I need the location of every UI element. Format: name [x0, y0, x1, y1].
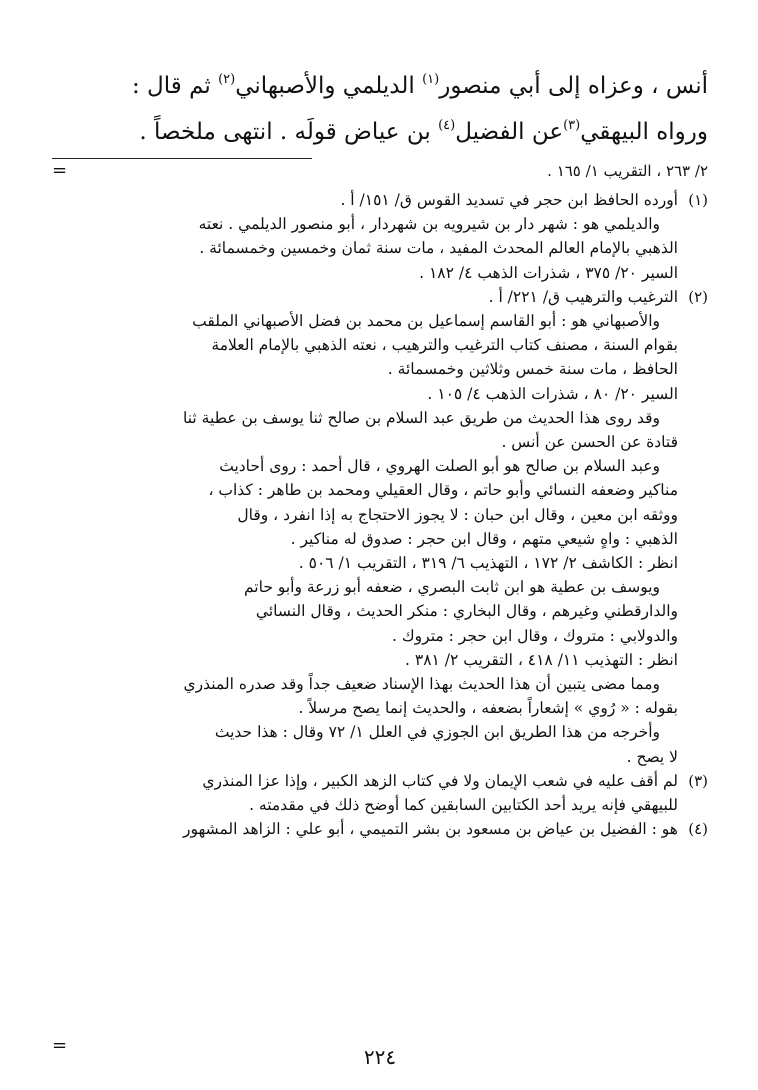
footnote-line: السير ٢٠/ ٨٠ ، شذرات الذهب ٤/ ١٠٥ .: [427, 384, 678, 403]
footnote-paragraph: [52, 672, 678, 720]
footnote-line: قتادة عن الحسن عن أنس .: [501, 433, 678, 452]
footnote-line: للبيهقي فإنه يريد أحد الكتابين السابقين كما أوضح ذلك في مقدمته .: [249, 796, 678, 815]
footnote-line: انظر : الكاشف ٢/ ١٧٢ ، التهذيب ٦/ ٣١٩ ، التقريب ١/ ٥٠٦ .: [298, 554, 678, 573]
footnote-ref: (٣): [563, 118, 581, 133]
footnote-ref: (٢): [218, 72, 236, 87]
footnote-separator: [52, 158, 708, 188]
main-text-segment: عن الفضيل: [455, 119, 564, 145]
footnote-paragraph: [52, 575, 678, 672]
footnote: [52, 285, 708, 769]
main-text-segment: ثم قال :: [131, 73, 219, 99]
footnote-number: (٣): [688, 771, 708, 790]
main-text-line: [52, 60, 708, 106]
footnote-line: الترغيب والترهيب ق/ ٢٢١/ أ .: [488, 287, 678, 306]
separator-rule: [52, 158, 312, 159]
continuation-mark: =: [52, 160, 68, 181]
footnote-line: مناكير وضعفه النسائي وأبو حاتم ، وقال العقيلي ومحمد بن طاهر : كذاب ،: [208, 481, 678, 500]
previous-note-continuation: ٢/ ٢٦٣ ، التقريب ١/ ١٦٥ .: [547, 162, 708, 180]
book-page: [52, 60, 708, 1069]
footnotes: [52, 188, 708, 841]
footnote-line: الذهبي : واهٍ شيعي متهم ، وقال ابن حجر : صدوق له مناكير .: [290, 529, 678, 548]
main-text-segment: بن عياض قولَه . انتهى ملخصاً .: [139, 119, 439, 145]
footnote-line: ويوسف بن عطية هو ابن ثابت البصري ، ضعفه أبو زرعة وأبو حاتم: [243, 578, 660, 597]
footnote-paragraph: [52, 406, 678, 454]
footnote: [52, 817, 708, 841]
footnote-line: أورده الحافظ ابن حجر في تسديد القوس ق/ ١٥١/ أ .: [340, 191, 678, 209]
footnote-line: السير ٢٠/ ٣٧٥ ، شذرات الذهب ٤/ ١٨٢ .: [419, 263, 678, 282]
footnote-paragraph: [52, 720, 678, 768]
footnote-number: (١): [688, 191, 708, 209]
page-number: ٢٢٤: [363, 1045, 397, 1069]
footnote: [52, 188, 708, 285]
footnote-line: ووثقه ابن معين ، وقال ابن حبان : لا يجوز الاحتجاج به إذا انفرد ، وقال: [237, 505, 678, 524]
footnote-line: وعبد السلام بن صالح هو أبو الصلت الهروي ، قال أحمد : روى أحاديث: [219, 457, 660, 476]
footnote-line: هو : الفضيل بن عياض بن مسعود بن بشر التميمي ، أبو علي : الزاهد المشهور: [182, 820, 678, 839]
main-text-segment: الديلمي والأصبهاني: [235, 73, 423, 99]
footnote-number: (٢): [688, 287, 708, 306]
footnote: [52, 769, 708, 817]
footnote-number: (٤): [688, 820, 708, 839]
footnote-line: بقوله : « رُوي » إشعاراً بضعفه ، والحديث إنما يصح مرسلاً .: [298, 699, 678, 718]
footnote-paragraph: [52, 454, 678, 575]
footnote-line: ومما مضى يتبين أن هذا الحديث بهذا الإسناد ضعيف جداً وقد صدره المنذري: [183, 675, 660, 694]
footnote-line: والأصبهاني هو : أبو القاسم إسماعيل بن محمد بن فضل الأصبهاني الملقب: [192, 312, 660, 331]
footnote-line: وقد روى هذا الحديث من طريق عبد السلام بن صالح ثنا يوسف بن عطية ثنا: [183, 408, 660, 427]
footnote-line: انظر : التهذيب ١١/ ٤١٨ ، التقريب ٢/ ٣٨١ .: [405, 650, 678, 669]
footnote-line: لا يصح .: [626, 747, 678, 766]
footnote-ref: (١): [422, 72, 440, 87]
main-text-segment: أنس ، وعزاه إلى أبي منصور: [439, 73, 708, 99]
footnote-paragraph: [52, 309, 678, 406]
main-text-segment: ورواه البيهقي: [580, 119, 708, 145]
footnote-ref: (٤): [438, 118, 456, 133]
footnote-line: الذهبي بالإمام العالم المحدث المفيد ، مات سنة ثمان وخمسين وخمسمائة .: [199, 239, 678, 258]
footnote-line: والدارقطني وغيرهم ، وقال البخاري : منكر الحديث ، وقال النسائي: [255, 602, 678, 621]
footnote-line: والدولابي : متروك ، وقال ابن حجر : متروك .: [392, 626, 678, 645]
main-text: [52, 60, 708, 152]
main-text-line: [52, 106, 708, 152]
continuation-mark: =: [52, 1035, 68, 1056]
footnote-paragraph: [52, 212, 678, 285]
footnote-line: الحافظ ، مات سنة خمس وثلاثين وخمسمائة .: [387, 360, 678, 379]
footnote-line: والديلمي هو : شهر دار بن شيرويه بن شهردار ، أبو منصور الديلمي . نعته: [198, 215, 660, 234]
footnote-line: لم أقف عليه في شعب الإيمان ولا في كتاب الزهد الكبير ، وإذا عزا المنذري: [202, 771, 678, 790]
footnote-line: بقوام السنة ، مصنف كتاب الترغيب والترهيب ، نعته الذهبي بالإمام العلامة: [211, 336, 678, 355]
footnote-line: وأخرجه من هذا الطريق ابن الجوزي في العلل ١/ ٧٢ وقال : هذا حديث: [214, 723, 660, 742]
